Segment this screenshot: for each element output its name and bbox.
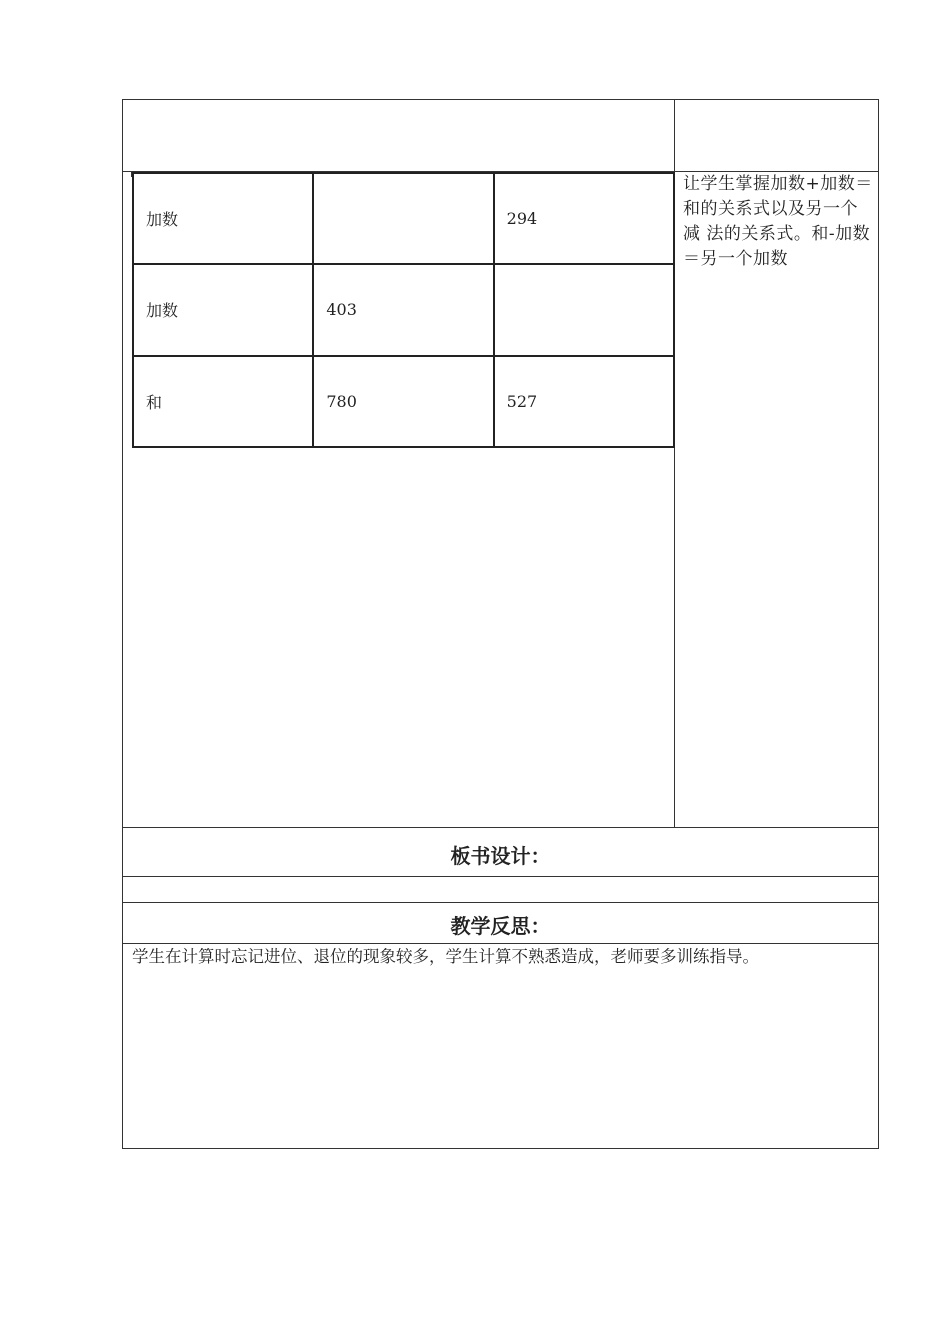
addition-table [132,172,675,448]
lesson-plan-frame [122,99,879,1149]
row-divider-board-design-body [123,876,878,877]
table-row [133,264,674,355]
table-row [133,173,674,264]
row-divider-board-design [123,827,878,828]
reflection-title: 教学反思： [450,914,551,938]
table-cell [313,173,493,264]
table-row [133,356,674,447]
table-cell-label: 和 [133,356,313,447]
teaching-objective-note: 让学生掌握加数+加数＝和的关系式以及另一个减 法的关系式。和-加数＝另一个加数 [683,174,873,269]
row-divider-reflection-body [123,943,878,944]
table-cell [494,264,674,355]
row-divider-reflection [123,902,878,903]
table-cell: 294 [494,173,674,264]
board-design-title: 板书设计： [450,844,551,868]
table-cell-label: 加数 [133,173,313,264]
table-cell: 780 [313,356,493,447]
table-cell-label: 加数 [133,264,313,355]
table-cell: 527 [494,356,674,447]
reflection-text: 学生在计算时忘记进位、退位的现象较多，学生计算不熟悉造成，老师要多训练指导。 [132,947,759,966]
table-cell: 403 [313,264,493,355]
